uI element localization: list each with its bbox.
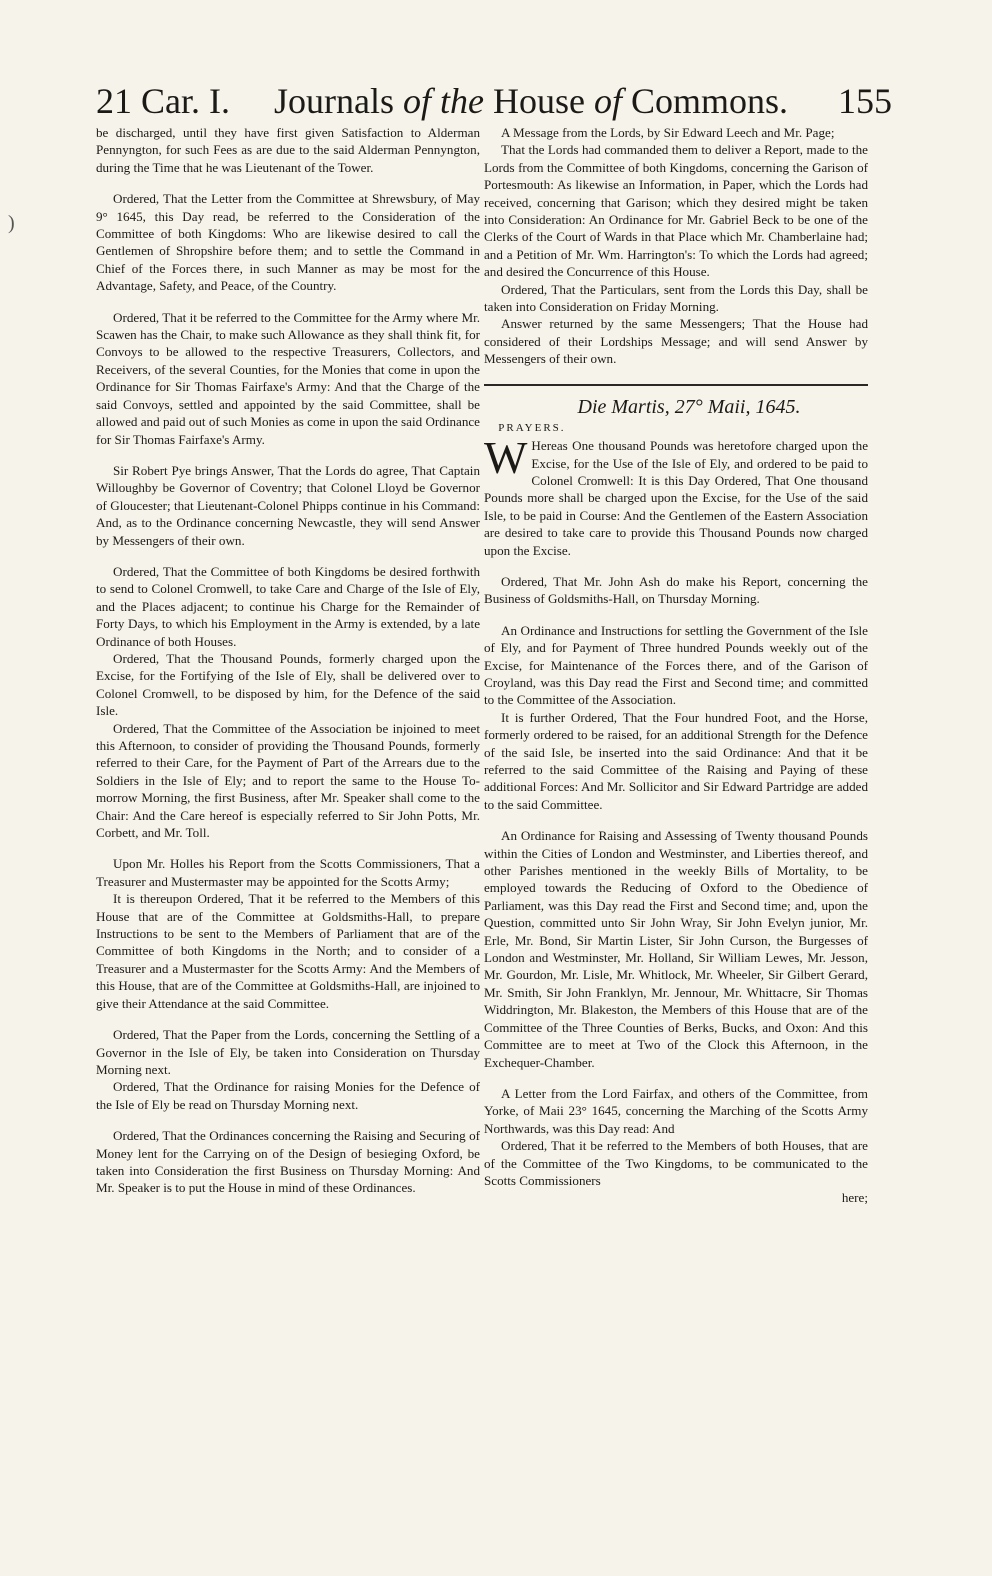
right-para-11: Ordered, That it be referred to the Members of both Houses, that are of the Committee of the Two Kingdoms, to be communicated to the Scotts Commissioners: [484, 1138, 868, 1188]
right-para-3: Ordered, That the Particulars, sent from the Lords this Day, shall be taken into Consideration on Friday Morning.: [484, 281, 868, 315]
title-word-of-2: of: [594, 81, 623, 121]
prayers-heading: PRAYERS.: [498, 421, 566, 434]
left-para-12: Ordered, That the Ordinances concerning the Raising and Securing of Money lent for the Carrying on of the Design of besieging Oxford, be taken into Consideration the first Business on Thursday Morning: And Mr. Speaker is to put the House in mind of these Ordinances.: [96, 1128, 480, 1196]
right-para-7: An Ordinance and Instructions for settling the Government of the Isle of Ely, and for Payment of Three hundred Pounds weekly out of the Excise, for Maintenance of the Forces there, and of the Garison of Croyland, was this Day read the First and Second time; and committed to the Committee of the Association.: [484, 622, 868, 708]
drop-cap: W: [484, 432, 528, 484]
right-para-4: Answer returned by the same Messengers; That the House had considered of their Lordships Message; and will send Answer by Messengers of their own.: [484, 316, 868, 367]
margin-mark: ): [8, 212, 15, 234]
left-column: [96, 124, 480, 1197]
right-para-6: Ordered, That Mr. John Ash do make his Report, concerning the Business of Goldsmiths-Hall, on Thursday Morning.: [484, 573, 868, 607]
left-para-10: Ordered, That the Paper from the Lords, concerning the Settling of a Governor in the Isle of Ely, be taken into Consideration on Thursday Morning next.: [96, 1027, 480, 1077]
right-para-5: [484, 432, 868, 559]
left-para-7: Ordered, That the Committee of the Association be injoined to meet this Afternoon, to consider of providing the Thousand Pounds, formerly referred to their Care, for the Payment of Part of the Arrears due to the Soldiers in the Isle of Ely; and to report the same to the House To-morrow Morning, the first Business, after Mr. Speaker shall come to the Chair: And the Care hereof is especially referred to Sir John Potts, Mr. Corbett, and Mr. Toll.: [96, 720, 480, 841]
title-word-journals: Journals: [274, 81, 394, 121]
day-heading: Die Martis, 27° Maii, 1645.: [577, 395, 801, 418]
right-para-10: A Letter from the Lord Fairfax, and others of the Committee, from Yorke, of Maii 23° 1645, concerning the Marching of the Scotts Army Northwards, was this Day read: And: [484, 1085, 868, 1136]
left-para-9: It is thereupon Ordered, That it be referred to the Members of this House that are of the Committee at Goldsmiths-Hall, to prepare Instructions to be sent to the Members of Parliament that are of the Committee of both Kingdoms in the North; and to consider of a Treasurer and a Mustermaster for the Scotts Army: And the Members of this House, that are of the Committee at Goldsmiths-Hall, are injoined to give their Attendance at the said Committee.: [96, 891, 480, 1011]
left-para-4: Sir Robert Pye brings Answer, That the Lords do agree, That Captain Willoughby be Governor of Coventry; that Colonel Lloyd be Governor of Gloucester; that Lieutenant-Colonel Phipps continue in his Command: And, as to the Ordinance concerning Newcastle, they will send Answer by Messengers of their own.: [96, 462, 480, 548]
right-column: [484, 124, 868, 1207]
catchword: here;: [841, 1190, 868, 1206]
title-word-house: House: [493, 81, 585, 121]
left-para-1: be discharged, until they have first given Satisfaction to Alderman Pennyngton, for such Fees as are due to the said Alderman Pennyngton, during the Time that he was Lieutenant of the Tower.: [96, 125, 480, 175]
title-word-commons: Commons.: [631, 81, 789, 121]
section-divider: [484, 384, 868, 386]
title-word-the: the: [440, 81, 484, 121]
left-para-2: Ordered, That the Letter from the Committee at Shrewsbury, of May 9° 1645, this Day read, be referred to the Consideration of the Committee of both Kingdoms: Who are likewise desired to call the Gentlemen of Shropshire before them; and to settle the Command in Chief of the Forces there, in such Manner as may be most for the Advantage, Safety, and Peace, of the Country.: [96, 191, 480, 294]
left-para-6: Ordered, That the Thousand Pounds, formerly charged upon the Excise, for the Fortifying of the Isle of Ely, shall be delivered over to Colonel Cromwell, to be disposed by him, for the Defence of the said Isle.: [96, 650, 480, 719]
journal-title: [274, 80, 788, 122]
right-para-8: It is further Ordered, That the Four hundred Foot, and the Horse, formerly ordered to be raised, for an additional Strength for the Defence of the said Isle, be inserted into the said Ordinance: And that it be referred to the said Committee of the Raising and Paying of these additional Forces: And Mr. Sollicitor and Sir Edward Partridge are added to the said Committee.: [484, 709, 868, 812]
right-para-2: That the Lords had commanded them to deliver a Report, made to the Lords from the Committee of both Kingdoms, concerning the Garison of Portesmouth: As likewise an Information, in Paper, which the Lords had received, concerning that Garison; which they desired might be taken into Consideration: An Ordinance for Mr. Gabriel Beck to be one of the Clerks of the Court of Wards in that Place which Mr. Chamberlaine had; and a Petition of Mr. Wm. Harrington's: To which the Lords had agreed; and desired the Concurrence of this House.: [484, 142, 868, 280]
left-para-11: Ordered, That the Ordinance for raising Monies for the Defence of the Isle of Ely be read on Thursday Morning next.: [96, 1079, 480, 1112]
right-para-9: An Ordinance for Raising and Assessing of Twenty thousand Pounds within the Cities of London and Westminster, and Liberties thereof, and other Parishes mentioned in the weekly Bills of Mortality, to be employed towards the Reducing of Oxford to the Obedience of Parliament, was this Day read the First and Second time; and, upon the Question, committed unto Sir John Wray, Sir John Evelyn junior, Mr. Erle, Mr. Bond, Sir Martin Lister, Sir John Curson, the Burgesses of London and Westminster, Mr. Holland, Sir William Lewes, Mr. Jesson, Mr. Gourdon, Mr. Lisle, Mr. Whitlock, Mr. Wheeler, Sir Gilbert Gerard, Mr. Smith, Sir John Franklyn, Mr. Jennour, Mr. Whittacre, Sir Thomas Widdrington, Mr. Blakeston, the Members of this House that are of the Committee of the Three Counties of Berks, Bucks, and Oxon: And this Committee are to meet at Two of the Clock this Afternoon, in the Exchequer-Chamber.: [484, 828, 868, 1070]
running-header: [96, 80, 892, 130]
left-para-3: Ordered, That it be referred to the Committee for the Army where Mr. Scawen has the Chair, to make such Allowance as they shall think fit, for Convoys to be allowed to the respective Treasurers, Collectors, and Receivers, of the several Counties, for the Monies that come in upon the Ordinance for Sir Thomas Fairfaxe's Army: And that the Charge of the said Convoys, settled and appointed by the said Committee, shall be allowed and paid out of such Monies as come in upon the said Ordinance for Sir Thomas Fairfaxe's Army.: [96, 309, 480, 447]
title-word-of-1: of: [403, 81, 432, 121]
left-para-5: Ordered, That the Committee of both Kingdoms be desired forthwith to send to Colonel Cromwell, to take Care and Charge of the Isle of Ely, and the Places adjacent; to continue his Charge for the Remainder of Forty Days, to which his Employment in the Army is extended, by a late Ordinance of both Houses.: [96, 563, 480, 649]
page-number: 155: [838, 81, 892, 121]
right-para-1: A Message from the Lords, by Sir Edward Leech and Mr. Page;: [501, 125, 835, 140]
regnal-year: 21 Car. I.: [96, 81, 230, 121]
left-para-8: Upon Mr. Holles his Report from the Scotts Commissioners, That a Treasurer and Mustermaster may be appointed for the Scotts Army;: [96, 856, 480, 889]
right-para-5-text: Hereas One thousand Pounds was heretofore charged upon the Excise, for the Use of the Isle of Ely, and ordered to be paid to Colonel Cromwell: It is this Day Ordered, That One thousand Pounds more shall be charged upon the Excise, for the Use of the said Isle, to be paid in Course: And the Gentlemen of the Eastern Association are desired to take care to provide this Thousand Pounds now charged upon the Excise.: [484, 438, 868, 558]
